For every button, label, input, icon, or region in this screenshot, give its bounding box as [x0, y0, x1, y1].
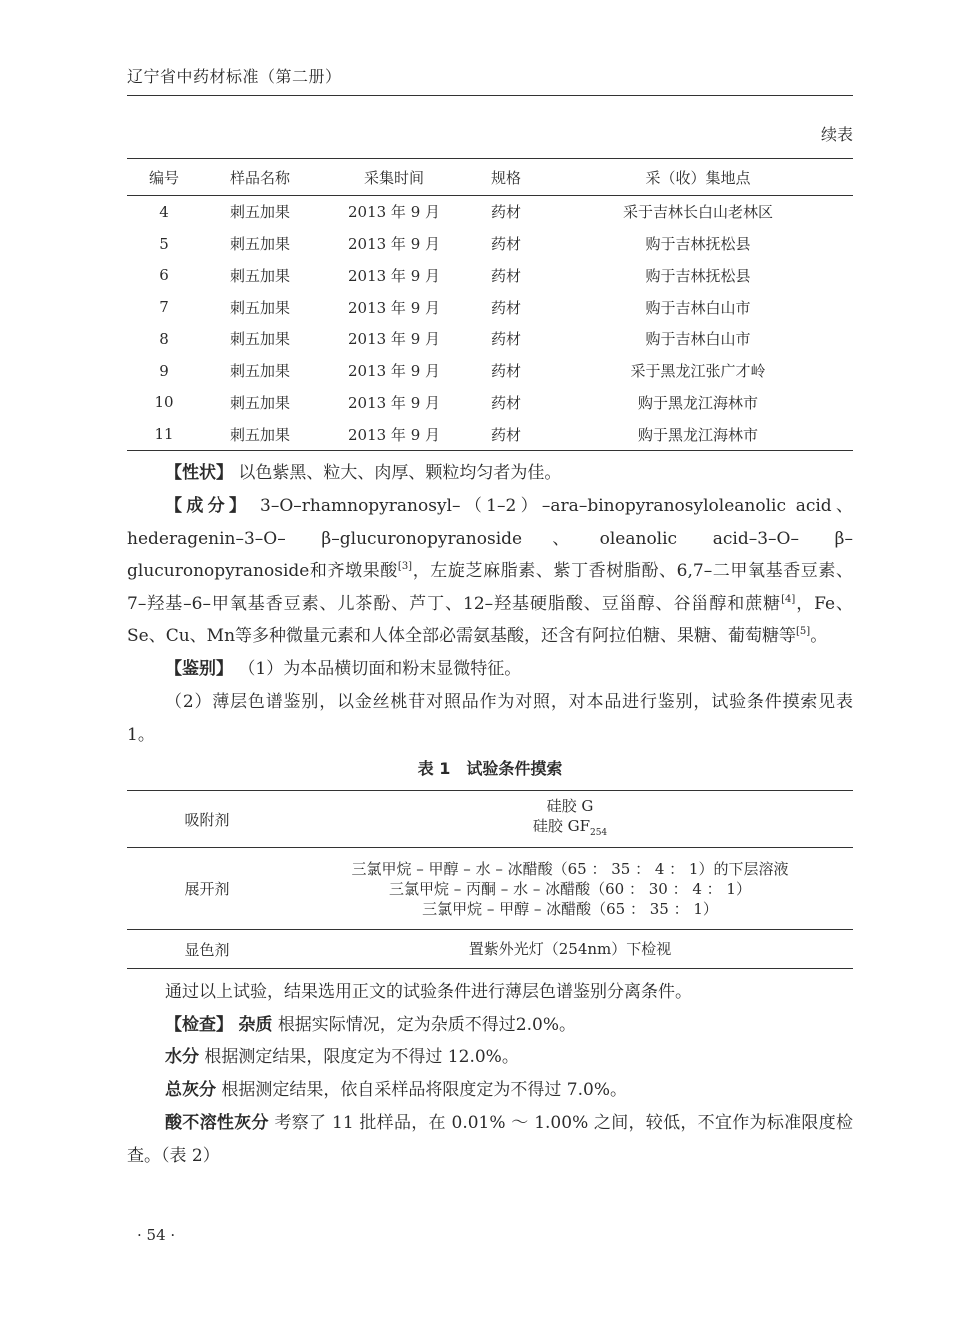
zonghuifen-para [127, 1074, 853, 1107]
cell-spec: 药材 [490, 235, 521, 254]
zazhi-label: 杂质 [238, 1015, 273, 1035]
table-row [127, 418, 853, 450]
cell-name: 刺五加果 [229, 362, 290, 381]
cell-name: 刺五加果 [229, 298, 290, 317]
running-header: 辽宁省中药材标准（第二册） [127, 67, 342, 86]
section-heading-xingzhuang: 【性状】 [165, 463, 233, 483]
section-heading-jiancha: 【检查】 [165, 1015, 233, 1035]
cell-name: 刺五加果 [201, 418, 319, 450]
cell-time: 2013 年 9 月 [347, 266, 441, 285]
cell-number: 11 [127, 418, 201, 450]
table-row [127, 791, 853, 848]
cell-time: 2013 年 9 月 [347, 203, 441, 222]
cell-spec: 药材 [469, 418, 543, 450]
jianbie-item-1: （1）为本品横切面和粉末显微特征。 [238, 659, 522, 679]
jianbie-item-2: （2）薄层色谱鉴别，以金丝桃苷对照品作为对照，对本品进行鉴别，试验条件摸索见表 1。 [127, 692, 853, 745]
cell-name: 刺五加果 [229, 330, 290, 349]
suan-text: 考察了 11 批样品，在 0.01% ～ 1.00% 之间，较低，不宜作为标准限度检查。（表 2） [127, 1113, 854, 1166]
col-header-spec: 规格 [469, 159, 543, 196]
table-row [127, 387, 853, 419]
col-header-number: 编号 [127, 159, 201, 196]
table-row [127, 930, 853, 969]
table-row [127, 355, 853, 387]
citation-4: [4] [781, 593, 796, 605]
cell-name: 刺五加果 [229, 266, 290, 285]
section-xingzhuang [127, 457, 853, 490]
table-row [127, 260, 853, 292]
continued-table-label: 续表 [820, 125, 853, 144]
cell-place: 购于黑龙江海林市 [543, 418, 853, 450]
cell-name: 刺五加果 [229, 203, 290, 222]
cell-number: 4 [159, 202, 169, 221]
row-label-adsorbent: 吸附剂 [127, 791, 287, 848]
zonghuifen-text: 根据测定结果，依自采样品将限度定为不得过 7.0%。 [221, 1080, 627, 1100]
cell-number: 9 [159, 361, 169, 380]
developer-line-1: 三氯甲烷 – 甲醇 – 水 – 冰醋酸（65 ： 35 ： 4 ： 1）的下层溶液 [351, 859, 789, 878]
table1-caption: 表 1 试验条件摸索 [417, 759, 563, 778]
header-rule [127, 95, 853, 96]
cell-place: 采于吉林长白山老林区 [622, 203, 773, 222]
cell-name: 刺五加果 [229, 235, 290, 254]
row-value-developer [287, 848, 853, 930]
cell-number: 5 [159, 234, 169, 253]
cell-place: 购于吉林抚松县 [645, 235, 751, 254]
col-header-name: 样品名称 [201, 159, 319, 196]
adsorbent-line-2 [287, 816, 853, 843]
cell-number: 10 [154, 393, 174, 412]
xingzhuang-text: 以色紫黑、粒大、肉厚、颗粒均匀者为佳。 [238, 463, 562, 483]
row-value-visualizer: 置紫外光灯（254nm）下检视 [287, 930, 853, 969]
col-header-place: 采（收）集地点 [543, 159, 853, 196]
cell-name: 刺五加果 [229, 393, 290, 412]
table-row [127, 228, 853, 260]
cell-time: 2013 年 9 月 [347, 330, 441, 349]
adsorbent-gf-main: 硅胶 GF [532, 816, 590, 835]
cell-spec: 药材 [490, 330, 521, 349]
section-jianbie [127, 653, 853, 686]
citation-5: [5] [796, 626, 811, 637]
section-jiancha [127, 1009, 853, 1042]
sample-table [127, 158, 853, 451]
suan-para [127, 1107, 853, 1172]
conditions-table [127, 790, 853, 969]
row-value-adsorbent [287, 791, 853, 848]
cell-place: 购于吉林白山市 [645, 330, 751, 349]
cell-spec: 药材 [490, 266, 521, 285]
row-label-visualizer: 显色剂 [127, 930, 287, 969]
section-chengfen [127, 490, 853, 653]
chengfen-text-d: 。 [810, 626, 828, 646]
shuifen-label: 水分 [165, 1047, 199, 1067]
cell-number: 7 [159, 298, 169, 317]
cell-number: 6 [159, 266, 169, 285]
cell-spec: 药材 [490, 393, 521, 412]
chengfen-text-a: 3–O–rhamnopyranosyl–（1–2）–ara–binopyranosyloleanolic acid、hederagenin–3–O– β–glucuronopyranoside、oleanolic acid–3–O– β–glucuronopyranoside和齐墩果酸 [127, 496, 853, 581]
cell-time: 2013 年 9 月 [347, 393, 441, 412]
table-row [127, 848, 853, 930]
cell-spec: 药材 [490, 203, 521, 222]
cell-place: 购于吉林白山市 [645, 298, 751, 317]
chengfen-text-c: ，Fe、Se、Cu、Mn等多种微量元素和人体全部必需氨基酸，还含有阿拉伯糖、果糖、葡萄糖等 [127, 593, 853, 646]
developer-line-3: 三氯甲烷 – 甲醇 – 冰醋酸（65 ： 35 ： 1） [422, 899, 718, 918]
sample-table-header-row [127, 159, 853, 196]
shuifen-text: 根据测定结果，限度定为不得过 12.0%。 [204, 1047, 519, 1067]
shuifen-para [127, 1041, 853, 1074]
suan-label: 酸不溶性灰分 [165, 1113, 269, 1133]
adsorbent-gf-sub: 254 [589, 827, 608, 838]
col-header-time: 采集时间 [319, 159, 469, 196]
cell-place: 购于吉林抚松县 [645, 266, 751, 285]
cell-place: 购于黑龙江海林市 [637, 393, 758, 412]
zazhi-text: 根据实际情况，定为杂质不得过2.0%。 [277, 1015, 577, 1035]
zonghuifen-label: 总灰分 [165, 1080, 216, 1100]
section-heading-chengfen: 【成分】 [165, 496, 251, 516]
table-row [127, 323, 853, 355]
developer-line-2: 三氯甲烷 – 丙酮 – 水 – 冰醋酸（60 ： 30 ： 4 ： 1） [389, 879, 751, 898]
cell-place: 采于黑龙江张广才岭 [630, 362, 766, 381]
cell-time: 2013 年 9 月 [347, 362, 441, 381]
adsorbent-line-1: 硅胶 G [546, 796, 594, 815]
row-label-developer: 展开剂 [127, 848, 287, 930]
after-table-text: 通过以上试验，结果选用正文的试验条件进行薄层色谱鉴别分离条件。 [165, 982, 692, 1002]
cell-time: 2013 年 9 月 [347, 298, 441, 317]
chengfen-text-b: ，左旋芝麻脂素、紫丁香树脂酚、6,7–二甲氧基香豆素、7–羟基–6–甲氧基香豆素、儿茶酚、芦丁、12–羟基硬脂酸、豆甾醇、谷甾醇和蔗糖 [127, 561, 853, 614]
citation-3: [3] [397, 561, 413, 572]
cell-spec: 药材 [490, 298, 521, 317]
page-number: · 54 · [137, 1226, 176, 1244]
table-row [127, 196, 853, 228]
cell-spec: 药材 [490, 362, 521, 381]
cell-time: 2013 年 9 月 [347, 235, 441, 254]
cell-number: 8 [159, 329, 169, 348]
table-row [127, 291, 853, 323]
section-heading-jianbie: 【鉴别】 [165, 659, 233, 679]
cell-time: 2013 年 9 月 [319, 418, 469, 450]
